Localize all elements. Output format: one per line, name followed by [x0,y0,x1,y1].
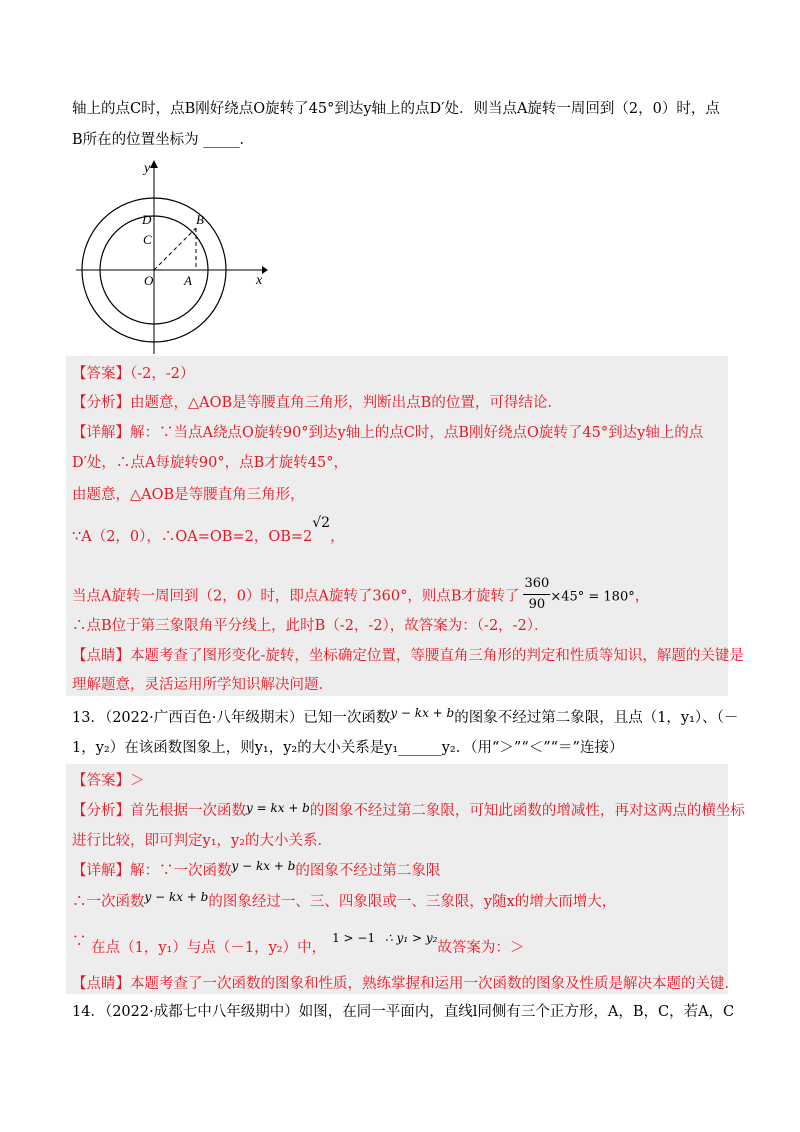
q12-answer: 【答案】（-2，-2） [72,366,195,382]
q12-detail-4-end: ， [330,529,345,545]
inequality-2: ∴ y₁ > y₂ [385,931,438,945]
q13-analysis-1-text: 【分析】首先根据一次函数 [72,803,246,819]
q12-detail-5-end: ， [634,588,650,605]
q13-detail-3-answer: 故答案为：＞ [437,940,525,956]
q13-detail-3-prefix: ∵ [72,934,87,950]
q13-detail-2 [72,892,616,912]
q13-analysis-1-tail: 的图象不经过第二象限，可知此函数的增减性，再对这两点的横坐标 [309,803,745,819]
rotation-diagram [72,154,272,354]
q13-analysis-2: 进行比较，即可判定y₁，y₂的大小关系． [72,833,333,849]
q13-comment: 【点睛】本题考查了一次函数的图象和性质，熟练掌握和运用一次函数的图象及性质是解决本题的关键． [72,976,739,992]
q12-line-2: B所在的位置坐标为 _____． [72,132,255,148]
q13-detail-3-text: 在点（1，y₁）与点（－1，y₂）中， [91,940,327,956]
q13-detail-1-text: 【详解】解：∵一次函数 [72,863,232,879]
q13-detail-2-tail: 的图象经过一、三、四象限或一、三象限，y随x的增大而增大， [208,894,617,910]
fraction-denominator: 90 [528,597,546,612]
q12-detail-5 [72,576,649,617]
q13-detail-2-text: ∴一次函数 [72,894,145,910]
q14-line-1: 14．（2022·成都七中八年级期中）如图，在同一平面内，直线l同侧有三个正方形，A，B，C，若A，C [72,1004,735,1020]
q13-detail-1-function: y − kx + b [231,859,296,873]
fraction-360-90 [523,574,550,615]
q13-analysis-1 [72,801,745,821]
q13-detail-1-tail: 的图象不经过第二象限 [295,863,441,879]
q13-line-1-text: 13．（2022·广西百色·八年级期末）已知一次函数 [72,710,391,726]
label-o: O [144,273,154,288]
q12-line-1: 轴上的点C时，点B刚好绕点O旋转了45°到达y轴上的点D′处．则当点A旋转一周回到（2，0）时，点 [72,101,720,117]
fraction-tail: ×45° = 180° [550,589,635,605]
ob-dashed [154,228,196,270]
q12-detail-3: 由题意，△AOB是等腰直角三角形， [72,487,305,503]
fraction-numerator: 360 [523,574,550,595]
q13-line-1-tail: 的图象不经过第二象限，且点（1，y₁）、（－ [454,710,739,726]
q13-detail-1 [72,861,440,881]
q12-detail-5-text: 当点A旋转一周回到（2，0）时，即点A旋转了360°，则点B才旋转了 [72,588,520,605]
q12-detail-6: ∴点B位于第三象限角平分线上，此时B（-2，-2），故答案为：（-2，-2）． [72,618,549,634]
q12-detail-2: D′处，∴点A每旋转90°，点B才旋转45°， [72,455,348,471]
label-b: B [196,212,204,227]
q13-detail-2-function: y − kx + b [144,890,209,904]
q13-function: y − kx + b [390,706,455,720]
q12-detail-4 [72,515,345,547]
y-axis-arrow [150,160,158,168]
q13-line-2: 1，y₂）在该函数图象上，则y₁，y₂的大小关系是y₁______y₂．（用“＞”“＜”“＝”连接） [72,740,624,756]
q13-answer: 【答案】＞ [72,773,145,789]
q12-comment-2: 理解题意，灵活运用所学知识解决问题． [72,677,333,693]
q12-analysis: 【分析】由题意，△AOB是等腰直角三角形，判断出点B的位置，可得结论． [72,395,562,411]
sqrt-two: √2 [312,515,331,531]
q12-detail-4-text: ∵A（2，0），∴OA=OB=2，OB=2 [72,529,313,545]
label-d: D [142,212,152,227]
inequality-1: 1 > −1 [332,931,376,945]
q12-comment-1: 【点睛】本题考查了图形变化-旋转，坐标确定位置，等腰直角三角形的判定和性质等知识，解题的关键是 [72,648,744,664]
q12-detail-1: 【详解】解：∵当点A绕点O旋转90°到达y轴上的点C时，点B刚好绕点O旋转了45°到达y轴上的点 [72,425,704,441]
label-y: y [144,161,151,176]
q13-analysis-function: y = kx + b [246,801,310,815]
q13-detail-3 [72,931,525,956]
q13-line-1 [72,708,738,728]
label-c: C [143,232,152,247]
label-a: A [184,273,192,288]
label-x: x [256,273,263,288]
x-axis-arrow [262,266,268,274]
